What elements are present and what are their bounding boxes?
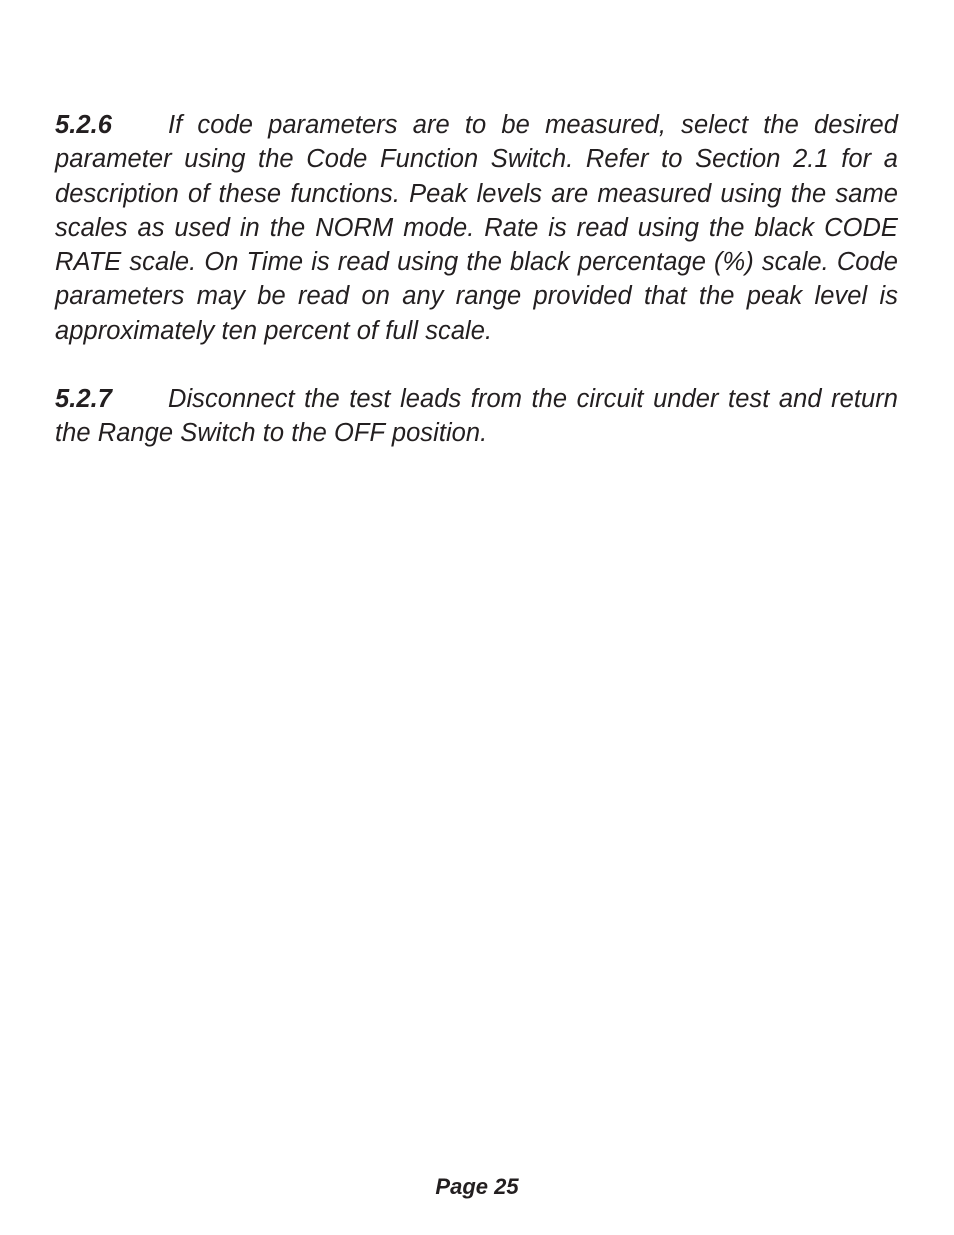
section-text: Disconnect the test leads from the circuit under test and return the Range Switch to the OFF position.	[55, 385, 898, 448]
section-text: If code parameters are to be measured, select the desired parameter using the Code Function Switch. Refer to Section 2.1 for a description of these functions. Peak levels are measured using the same scales as used in the NORM mode. Rate is read using the black CODE RATE scale. On Time is read using the black percentage (%) scale. Code parameters may be read on any range provided that the peak level is approximately ten percent of full scale.	[55, 111, 898, 345]
section-number: 5.2.6	[55, 111, 112, 139]
paragraph-5-2-7	[55, 382, 898, 451]
page-number: Page 25	[435, 1174, 519, 1199]
section-number: 5.2.7	[55, 385, 112, 413]
paragraph-5-2-6	[55, 108, 898, 348]
